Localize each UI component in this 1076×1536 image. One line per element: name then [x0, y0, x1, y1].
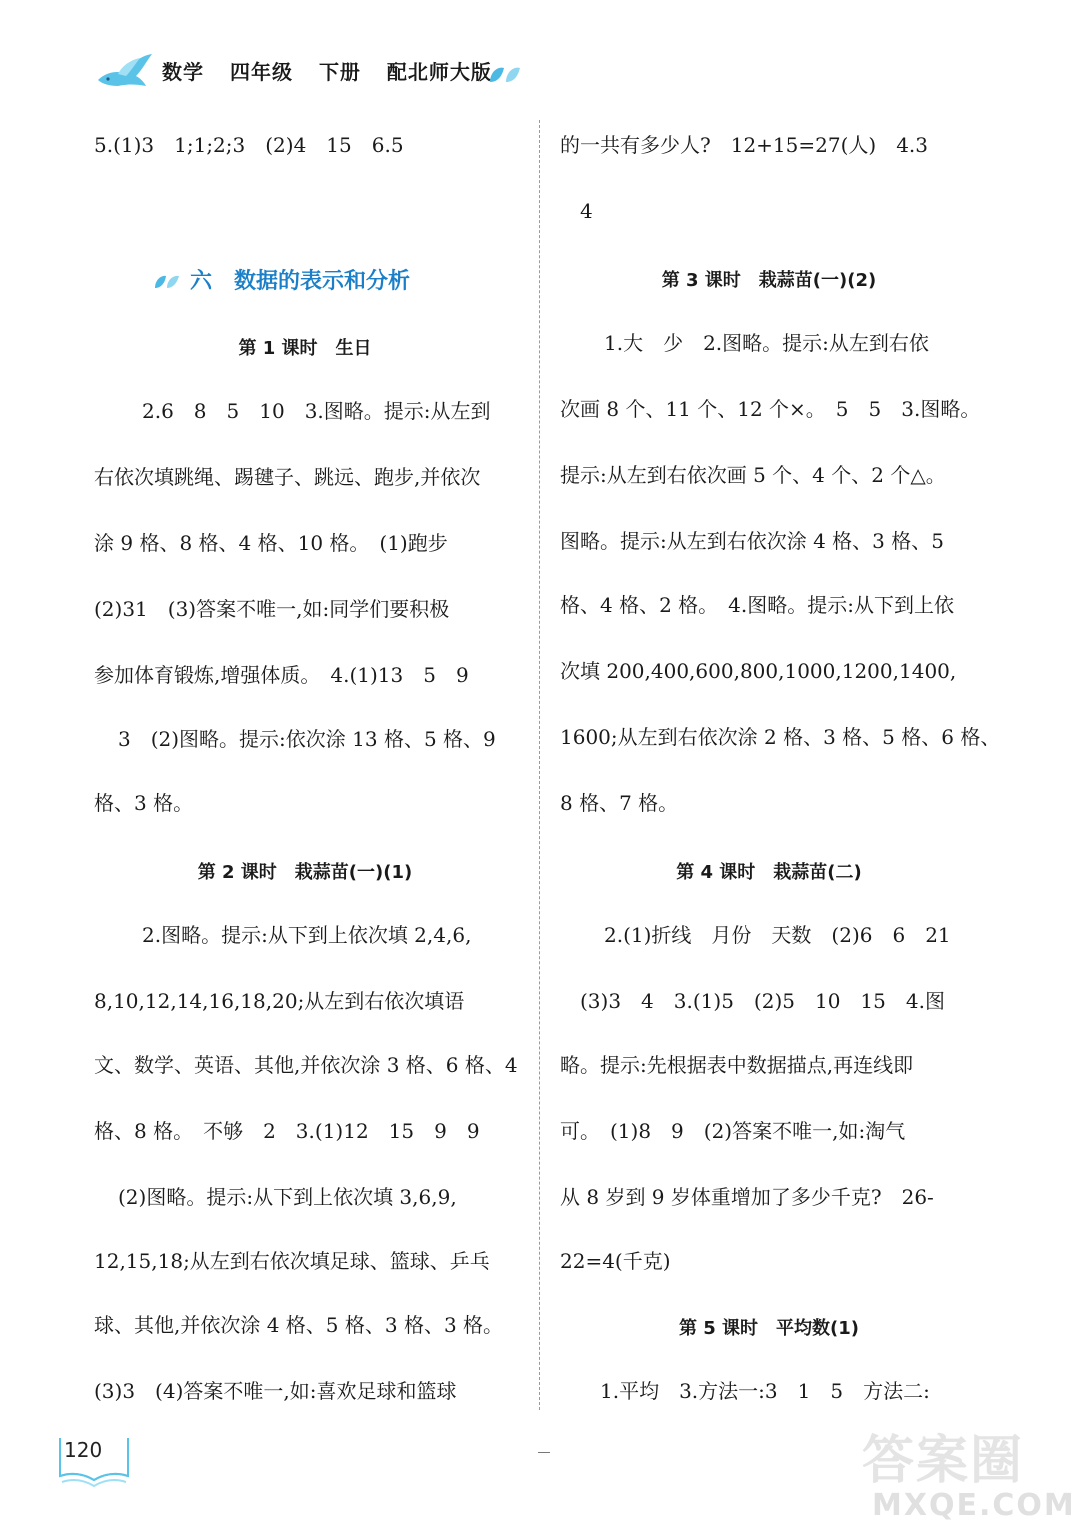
header-grade: 四年级	[229, 60, 293, 84]
lesson4-title: 第 4 课时 栽蒜苗(二)	[676, 862, 862, 883]
column-divider	[539, 120, 540, 1410]
header-text	[162, 56, 510, 85]
chapter-title-text: 六 数据的表示和分析	[190, 269, 411, 294]
lesson1-line-7: 格、3 格。	[94, 791, 194, 815]
lesson4-line-5: 从 8 岁到 9 岁体重增加了多少千克? 26-	[560, 1185, 934, 1209]
lesson1-line-5: 参加体育锻炼,增强体质。 4.(1)13 5 9	[94, 663, 469, 687]
lesson2-line-4: 格、8 格。 不够 2 3.(1)12 15 9 9	[94, 1119, 480, 1143]
lesson5-line-1: 1.平均 3.方法一:3 1 5 方法二:	[600, 1379, 930, 1403]
right-top-line-2: 4	[580, 199, 593, 223]
watermark-line2: MXQE.COM	[872, 1488, 1076, 1523]
lesson1-line-1: 2.6 8 5 10 3.图略。提示:从左到	[142, 399, 491, 423]
lesson1-title: 第 1 课时 生日	[238, 338, 372, 359]
lesson4-line-4: 可。 (1)8 9 (2)答案不唯一,如:淘气	[560, 1119, 906, 1143]
lesson2-line-7: 球、其他,并依次涂 4 格、5 格、3 格、3 格。	[94, 1313, 504, 1337]
lesson4-line-2: (3)3 4 3.(1)5 (2)5 10 15 4.图	[580, 989, 945, 1013]
right-top-line-1: 的一共有多少人? 12+15=27(人) 4.3	[560, 133, 928, 157]
lesson4-line-6: 22=4(千克)	[560, 1249, 671, 1273]
top-answer-line: 5.(1)3 1;1;2;3 (2)4 15 6.5	[94, 133, 404, 157]
lesson5-title: 第 5 课时 平均数(1)	[678, 1318, 860, 1339]
lesson4-line-3: 略。提示:先根据表中数据描点,再连线即	[560, 1053, 914, 1077]
lesson1-line-3: 涂 9 格、8 格、4 格、10 格。 (1)跑步	[94, 531, 448, 555]
lesson3-line-3: 提示:从左到右依次画 5 个、4 个、2 个△。	[560, 463, 946, 487]
lesson2-line-5: (2)图略。提示:从下到上依次填 3,6,9,	[118, 1185, 457, 1209]
lesson1-line-6: 3 (2)图略。提示:依次涂 13 格、5 格、9	[118, 727, 496, 751]
lesson3-line-1: 1.大 少 2.图略。提示:从左到右依	[604, 331, 929, 355]
lesson2-title: 第 2 课时 栽蒜苗(一)(1)	[197, 862, 413, 883]
header-edition: 配北师大版	[386, 60, 492, 84]
page-number-badge	[58, 1432, 130, 1488]
chapter-title	[154, 264, 576, 295]
header-volume: 下册	[318, 60, 361, 84]
lesson3-line-4: 图略。提示:从左到右依次涂 4 格、3 格、5	[560, 529, 944, 553]
lesson3-title: 第 3 课时 栽蒜苗(一)(2)	[661, 270, 877, 291]
lesson2-line-3: 文、数学、英语、其他,并依次涂 3 格、6 格、4	[94, 1053, 518, 1077]
small-dash-mark	[538, 1452, 550, 1453]
leaf-decoration-icon	[488, 64, 522, 86]
watermark	[862, 1418, 1076, 1530]
lesson3-line-6: 次填 200,400,600,800,1000,1200,1400,	[560, 659, 957, 683]
lesson2-line-6: 12,15,18;从左到右依次填足球、篮球、乒乓	[94, 1249, 490, 1273]
lesson2-line-2: 8,10,12,14,16,18,20;从左到右依次填语	[94, 989, 465, 1013]
lesson2-line-1: 2.图略。提示:从下到上依次填 2,4,6,	[142, 923, 472, 947]
header-subject: 数学	[162, 60, 204, 84]
lesson3-line-7: 1600;从左到右依次涂 2 格、3 格、5 格、6 格、	[560, 725, 1001, 749]
lesson2-line-8: (3)3 (4)答案不唯一,如:喜欢足球和篮球	[94, 1379, 457, 1403]
lesson3-line-2: 次画 8 个、11 个、12 个×。 5 5 3.图略。	[560, 397, 981, 421]
lesson1-line-2: 右依次填跳绳、踢毽子、跳远、跑步,并依次	[94, 465, 481, 489]
chapter-leaf-icon	[154, 273, 180, 291]
lesson1-line-4: (2)31 (3)答案不唯一,如:同学们要积极	[94, 597, 450, 621]
lesson4-line-1: 2.(1)折线 月份 天数 (2)6 6 21	[604, 923, 951, 947]
watermark-line1: 答案圈	[862, 1431, 1025, 1491]
page-header	[96, 44, 556, 96]
lesson3-line-5: 格、4 格、2 格。 4.图略。提示:从下到上依	[560, 593, 954, 617]
bird-logo-icon	[96, 50, 154, 90]
lesson3-line-8: 8 格、7 格。	[560, 791, 679, 815]
page-number: 120	[64, 1438, 103, 1462]
